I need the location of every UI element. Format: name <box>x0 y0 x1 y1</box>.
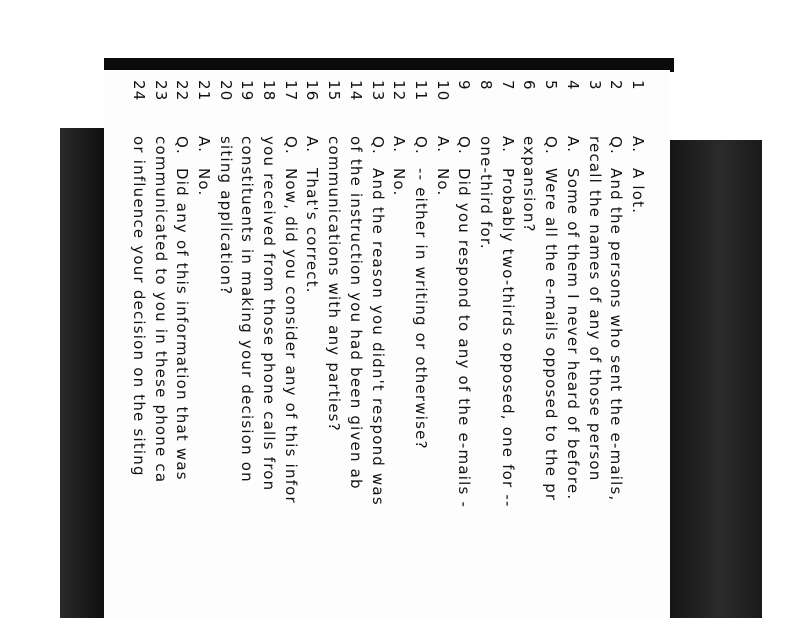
line-text: constituents in making your decision on <box>238 136 257 483</box>
line-text: communications with any parties? <box>325 136 344 432</box>
line-number: 13 <box>368 80 387 102</box>
line-number: 21 <box>195 80 213 102</box>
line-number: 15 <box>325 80 344 102</box>
line-text: Were all the e-mails opposed to the pr <box>542 168 561 502</box>
line-text: expansion? <box>520 136 539 233</box>
line-number: 22 <box>173 80 192 102</box>
line-number: 14 <box>346 80 365 102</box>
line-text: And the persons who sent the e-mails, <box>607 168 626 502</box>
speaker-mark: A. <box>629 136 647 154</box>
line-text: And the reason you didn't respond was <box>368 168 387 506</box>
speaker-mark: Q. <box>412 136 430 155</box>
line-number: 20 <box>216 80 235 102</box>
speaker-mark: Q. <box>455 136 474 155</box>
line-text: Probably two-thirds opposed, one for -- <box>498 168 517 508</box>
speaker-mark: Q. <box>368 136 387 155</box>
line-number: 23 <box>151 80 170 102</box>
line-number: 19 <box>238 80 257 102</box>
line-text: Now, did you consider any of this infor <box>281 168 300 504</box>
line-text: That's correct. <box>303 168 322 294</box>
line-number: 10 <box>433 80 452 102</box>
speaker-mark: A. <box>195 136 213 154</box>
line-text: one-third for. <box>477 136 496 250</box>
line-number: 24 <box>129 80 148 102</box>
line-text: No. <box>390 168 409 197</box>
line-text: recall the names of any of those person <box>585 136 604 482</box>
line-text: Did any of this information that was <box>173 168 192 481</box>
line-text: of the instruction you had been given ab <box>346 136 365 490</box>
line-text: you received from those phone calls fron <box>260 136 279 492</box>
line-text: Some of them I never heard of before. <box>563 168 582 501</box>
transcript-page <box>104 70 670 618</box>
line-text: Did you respond to any of the e-mails - <box>455 168 474 509</box>
line-text: A lot. <box>629 168 647 215</box>
line-number: 8 <box>477 80 496 91</box>
line-number: 6 <box>520 80 539 91</box>
line-number: 1 <box>629 80 647 91</box>
line-text: No. <box>195 168 213 197</box>
line-text: -- either in writing or otherwise? <box>412 168 430 450</box>
speaker-mark: A. <box>390 136 409 154</box>
line-number: 18 <box>260 80 279 102</box>
speaker-mark: Q. <box>281 136 300 155</box>
line-number: 2 <box>607 80 626 91</box>
line-number: 12 <box>390 80 409 102</box>
scan-shadow-right <box>670 140 762 618</box>
line-text: communicated to you in these phone ca <box>151 136 170 484</box>
line-number: 16 <box>303 80 322 102</box>
line-text: or influence your decision on the siting <box>129 136 148 477</box>
speaker-mark: A. <box>498 136 517 154</box>
line-number: 5 <box>542 80 561 91</box>
line-number: 7 <box>498 80 517 91</box>
speaker-mark: A. <box>303 136 322 154</box>
line-text: siting application? <box>216 136 235 296</box>
speaker-mark: Q. <box>607 136 626 155</box>
scan-shadow-left <box>60 128 106 618</box>
transcript-body <box>104 70 670 618</box>
speaker-mark: Q. <box>173 136 192 155</box>
line-number: 4 <box>563 80 582 91</box>
speaker-mark: Q. <box>542 136 561 155</box>
speaker-mark: A. <box>433 136 452 154</box>
line-number: 9 <box>455 80 474 91</box>
line-text: No. <box>433 168 452 197</box>
line-number: 11 <box>412 80 430 102</box>
speaker-mark: A. <box>563 136 582 154</box>
line-number: 3 <box>585 80 604 91</box>
line-number: 17 <box>281 80 300 102</box>
